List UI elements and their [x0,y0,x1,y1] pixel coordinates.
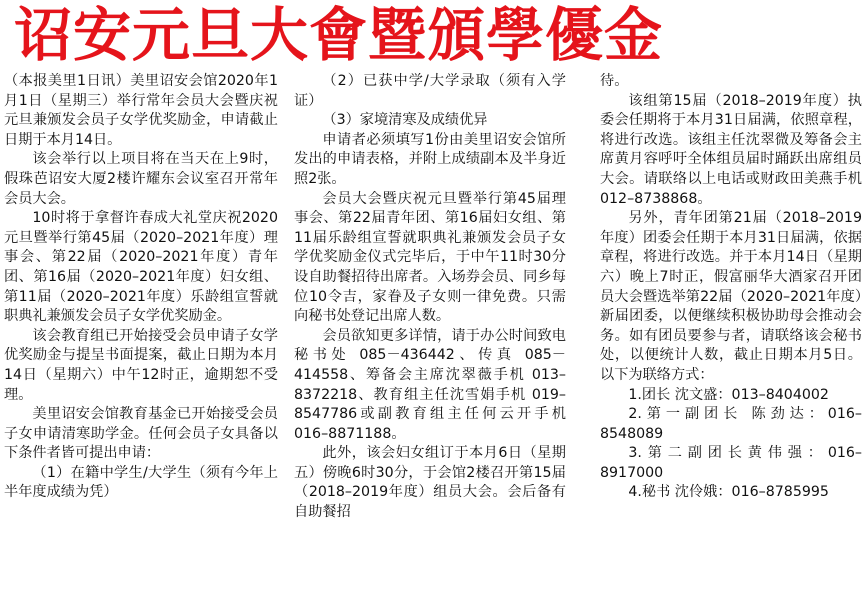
paragraph: 待。 [600,73,629,89]
contact-line: 2.第一副团长 陈劲达：016–8548089 [600,406,862,442]
paragraph: 会员大会暨庆祝元旦暨举行第45届理事会、第22届青年团、第16届妇女组、第11届乐龄组宣誓就职典礼兼颁发会员子女学优奖励金仪式完毕后，于中午11时30分设自助餐招待出席者。入场券会员、同乡每位10令吉，家眷及子女则一律免费。只需向秘书处登记出席人数。 [294,190,566,325]
paragraph: （1）在籍中学生/大学生（须有今年上半年度成绩为凭） [4,464,278,501]
article-column-2 [294,72,566,608]
paragraph: 美里诏安会馆教育基金已开始接受会员子女申请清寒助学金。任何会员子女具备以下条件者皆可提出申请： [4,406,278,462]
contact-line: 3.第二副团长黄伟强：016–8917000 [600,445,862,481]
headline: 诏安元旦大會暨頒學優金 [14,1,664,69]
article-column-3 [600,72,862,608]
paragraph: 10时将于拿督许春成大礼堂庆祝2020元旦暨举行第45届（2020–2021年度）理事会、第22届（2020–2021年度）青年团、第16届（2020–2021年度）妇女组、第11届（2020–2021年度）乐龄组宣誓就职典礼兼颁发会员子女学优奖励金。 [4,210,278,325]
paragraph: 申请者必须填写1份由美里诏安会馆所发出的申请表格，并附上成绩副本及半身近照2张。 [294,131,566,187]
paragraph: 该会举行以上项目将在当天在上9时，假珠芭诏安大厦2楼许耀东会议室召开常年会员大会。 [4,151,278,207]
contact-line: 4.秘书 沈伶娥：016–8785995 [628,484,829,501]
contact-line: 1.团长 沈文盛：013–8404002 [628,386,829,403]
paragraph: 该组第15届（2018–2019年度）执委会任期将于本月31日届满，依照章程，将进行改选。该组主任沈翠微及筹备会主席黄月容呼吁全体组员届时踊跃出席组员大会。请联络以上电话或财政田美燕手机 012–8738868。 [600,92,862,207]
paragraph: （2）已获中学/大学录取（须有入学证） [294,73,566,109]
paragraph: （本报美里1日讯）美里诏安会馆2020年1月1日（星期三）举行常年会员大会暨庆祝元旦兼颁发会员子女学优奖励金，申请截止日期于本月14日。 [4,73,278,148]
paragraph: 此外，该会妇女组订于本月6日（星期五）傍晚6时30分，于会馆2楼召开第15届（2018–2019年度）组员大会。会后备有自助餐招 [294,445,566,521]
paragraph: 会员欲知更多详情，请于办公时间致电秘书处 085－436442、传真 085－414558、筹备会主席沈翠薇手机 013–8372218、教育组主任沈雪娟手机 019–8547786或副教育组主任何云开手机 016–8871188。 [294,327,566,442]
article-column-1 [4,72,278,608]
paragraph: 该会教育组已开始接受会员申请子女学优奖励金与提呈书面提案，截止日期为本月14日（星期六）中午12时正，逾期恕不受理。 [4,327,278,403]
paragraph: 另外，青年团第21届（2018–2019年度）团委会任期于本月31日届满，依据章程，将进行改选。并于本月14日（星期六）晚上7时正，假富丽华大酒家召开团员大会暨选举第22届（2020–2021年度）新届团委，以便继续积极协助母会推动会务。如有团员要参与者，请联络该会秘书处，以便统计人数，截止日期本月5日。以下为联络方式： [600,210,862,383]
paragraph: （3）家境清寒及成绩优异 [322,112,488,129]
